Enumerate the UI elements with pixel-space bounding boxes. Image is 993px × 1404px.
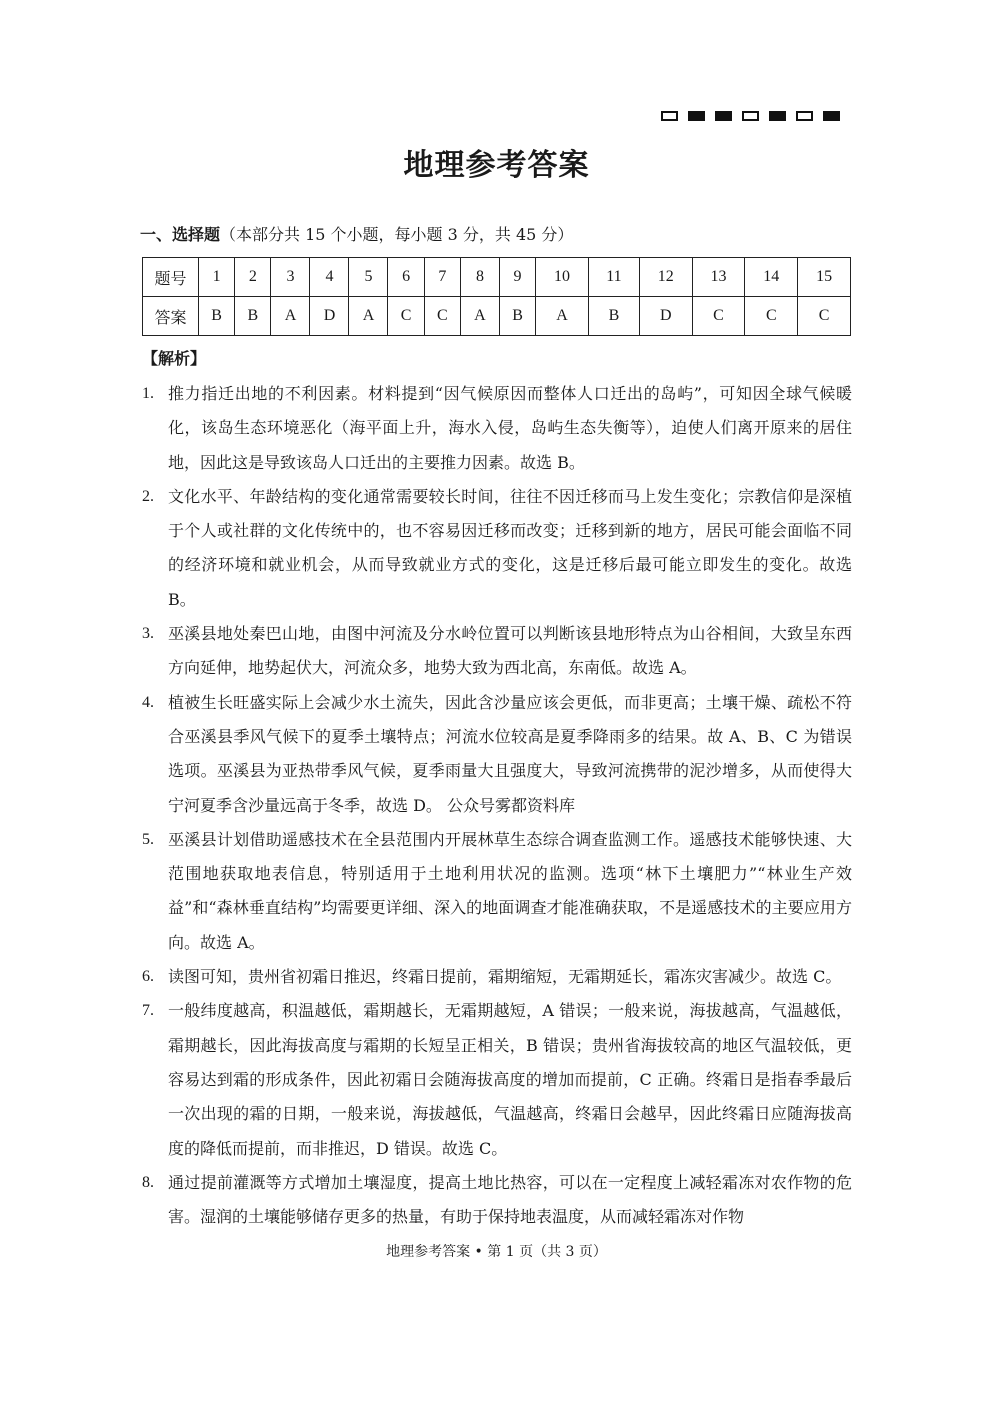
item-number: 3. — [142, 625, 154, 643]
question-number-cell: 5 — [349, 258, 388, 297]
row-label: 题号 — [143, 258, 199, 297]
answer-cell: B — [588, 297, 639, 336]
question-number-cell: 12 — [639, 258, 692, 297]
header-mark-empty — [742, 111, 759, 121]
question-number-cell: 14 — [745, 258, 798, 297]
question-number-cell: 6 — [388, 258, 424, 297]
header-mark-filled — [823, 111, 840, 121]
item-number: 4. — [142, 693, 154, 711]
question-number-cell: 2 — [235, 258, 271, 297]
answer-cell: B — [235, 297, 271, 336]
answer-cell: C — [745, 297, 798, 336]
answer-cell: A — [536, 297, 589, 336]
header-mark-empty — [796, 111, 813, 121]
item-text: 一般纬度越高，积温越低，霜期越长，无霜期越短，A 错误；一般来说，海拔越高，气温越低，霜期越长，因此海拔高度与霜期的长短呈正相关，B 错误；贵州省海拔较高的地区气温较低，更容易达到霜的形成条件，因此初霜日会随海拔高度的增加而提前，C 正确。终霜日是指春季最后一次出现的霜的日期，一般来说，海拔越低，气温越高，终霜日会越早，因此终霜日应随海拔高度的降低而提前，而非推迟，D 错误。故选 C。 — [168, 1001, 852, 1158]
analysis-item — [142, 617, 852, 686]
analysis-heading: 【解析】 — [142, 349, 207, 368]
analysis-item — [142, 823, 852, 960]
question-number-cell: 3 — [271, 258, 310, 297]
analysis-list — [142, 377, 852, 1234]
item-number: 7. — [142, 1002, 154, 1020]
page-title: 地理参考答案 — [403, 148, 590, 183]
answer-cell: C — [388, 297, 424, 336]
item-text: 推力指迁出地的不利因素。材料提到“因气候原因而整体人口迁出的岛屿”，可知因全球气候暖化，该岛生态环境恶化（海平面上升，海水入侵，岛屿生态失衡等），迫使人们离开原来的居住地，因此这是导致该岛人口迁出的主要推力因素。故选 B。 — [168, 384, 852, 472]
item-number: 8. — [142, 1173, 154, 1191]
question-number-cell: 10 — [536, 258, 589, 297]
header-mark-empty — [661, 111, 678, 121]
table-row-answers — [143, 297, 851, 336]
item-text: 读图可知，贵州省初霜日推迟，终霜日提前，霜期缩短，无霜期延长，霜冻灾害减少。故选 C。 — [168, 967, 842, 987]
answer-table — [142, 257, 851, 336]
question-number-cell: 4 — [310, 258, 349, 297]
question-number-cell: 9 — [499, 258, 535, 297]
question-number-cell: 7 — [424, 258, 460, 297]
header-marks — [661, 111, 840, 121]
header-mark-filled — [769, 111, 786, 121]
analysis-item — [142, 480, 852, 617]
item-number: 2. — [142, 487, 154, 505]
question-number-cell: 1 — [199, 258, 235, 297]
item-text: 巫溪县地处秦巴山地，由图中河流及分水岭位置可以判断该县地形特点为山谷相间，大致呈东西方向延伸，地势起伏大，河流众多，地势大致为西北高，东南低。故选 A。 — [168, 624, 852, 678]
answer-cell: A — [460, 297, 499, 336]
item-number: 5. — [142, 830, 154, 848]
answer-cell: A — [349, 297, 388, 336]
answer-cell: C — [798, 297, 851, 336]
header-mark-filled — [688, 111, 705, 121]
header-mark-filled — [715, 111, 732, 121]
section-label: 一、选择题 — [140, 225, 221, 244]
answer-cell: D — [310, 297, 349, 336]
analysis-item — [142, 377, 852, 480]
section-heading — [140, 222, 573, 245]
question-number-cell: 13 — [692, 258, 745, 297]
question-number-cell: 8 — [460, 258, 499, 297]
answer-cell: C — [692, 297, 745, 336]
item-text: 植被生长旺盛实际上会减少水土流失，因此含沙量应该会更低，而非更高；土壤干燥、疏松不符合巫溪县季风气候下的夏季土壤特点；河流水位较高是夏季降雨多的结果。故 A、B、C 为错误选项。巫溪县为亚热带季风气候，夏季雨量大且强度大，导致河流携带的泥沙增多，从而使得大宁河夏季含沙量远高于冬季，故选 D。 公众号雾都资料库 — [168, 692, 852, 815]
item-text: 巫溪县计划借助遥感技术在全县范围内开展林草生态综合调查监测工作。遥感技术能够快速、大范围地获取地表信息，特别适用于土地利用状况的监测。选项“林下土壤肥力”“林业生产效益”和“森林垂直结构”均需要更详细、深入的地面调查才能准确获取，不是遥感技术的主要应用方向。故选 A。 — [168, 829, 852, 952]
row-label: 答案 — [143, 297, 199, 336]
answer-cell: B — [199, 297, 235, 336]
page-footer: 地理参考答案 • 第 1 页（共 3 页） — [386, 1244, 607, 1260]
answer-cell: A — [271, 297, 310, 336]
item-text: 文化水平、年龄结构的变化通常需要较长时间，往往不因迁移而马上发生变化；宗教信仰是深植于个人或社群的文化传统中的，也不容易因迁移而改变；迁移到新的地方，居民可能会面临不同的经济环境和就业机会，从而导致就业方式的变化，这是迁移后最可能立即发生的变化。故选 B。 — [168, 486, 852, 609]
question-number-cell: 11 — [588, 258, 639, 297]
answer-cell: D — [639, 297, 692, 336]
answer-cell: C — [424, 297, 460, 336]
answer-cell: B — [499, 297, 535, 336]
section-note: （本部分共 15 个小题，每小题 3 分，共 45 分） — [220, 225, 574, 244]
analysis-item — [142, 686, 852, 823]
item-text: 通过提前灌溉等方式增加土壤湿度，提高土地比热容，可以在一定程度上减轻霜冻对农作物的危害。湿润的土壤能够储存更多的热量，有助于保持地表温度，从而减轻霜冻对作物 — [168, 1172, 852, 1227]
analysis-item — [142, 1166, 852, 1235]
item-number: 1. — [142, 385, 154, 402]
item-number: 6. — [142, 968, 154, 986]
analysis-item — [142, 960, 852, 994]
analysis-item — [142, 994, 852, 1165]
question-number-cell: 15 — [798, 258, 851, 297]
table-row-numbers — [143, 258, 851, 297]
